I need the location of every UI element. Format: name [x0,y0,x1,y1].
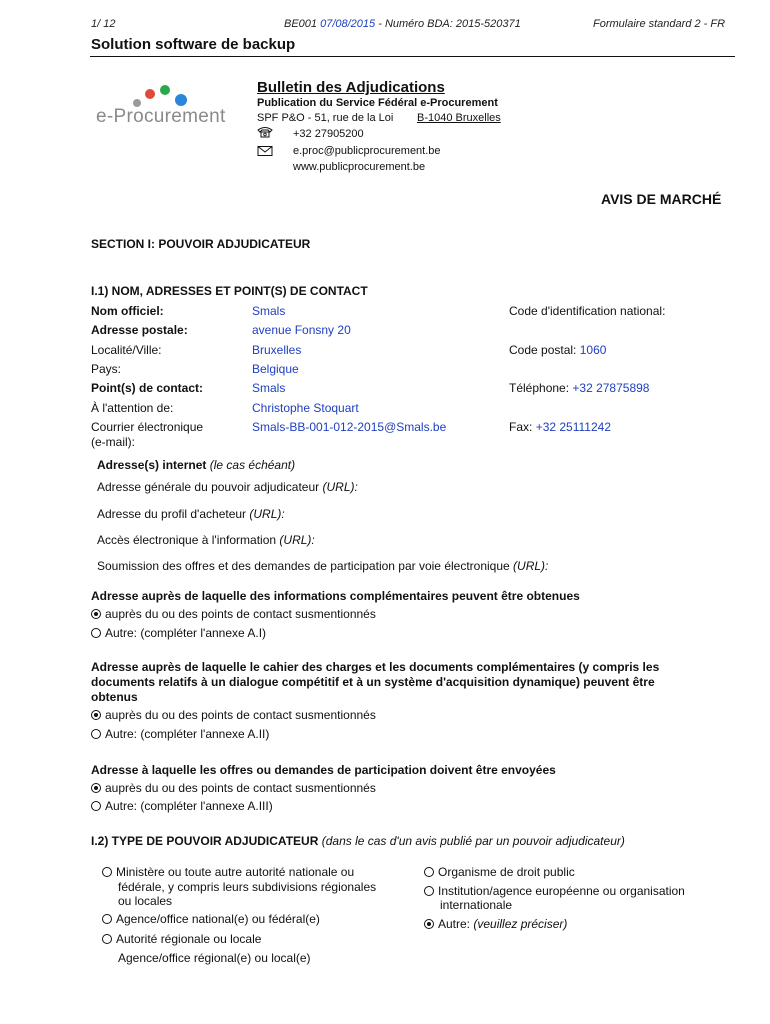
ref-code: BE001 [284,18,318,30]
block2-title-line2: documents relatifs à un dialogue compétitif et à un système d'acquisition dynamique) peuvent être [91,675,655,689]
i2-ministere-line3: ou locales [118,894,173,908]
radio-selected-icon[interactable] [91,609,101,619]
i2-ministere-line1: Ministère ou toute autre autorité nationale ou [116,865,355,879]
radio-empty-icon[interactable] [91,729,101,739]
i2-agence-nationale-label: Agence/office national(e) ou fédéral(e) [116,912,320,926]
telephone [509,381,649,395]
localite-label: Localité/Ville: [91,343,162,357]
internet-general-url: (URL): [322,480,358,494]
block2-option-other-label: Autre: (compléter l'annexe A.II) [105,727,270,741]
internet-profil-label: Adresse du profil d'acheteur [97,507,247,521]
pays-label: Pays: [91,362,122,376]
code-postal-value: 1060 [579,343,607,357]
block3-option-other-label: Autre: (compléter l'annexe A.III) [105,799,273,813]
i2-option-ministere[interactable] [102,865,354,879]
block2-title-line3: obtenus [91,690,138,704]
point-contact-label: Point(s) de contact: [91,381,204,395]
i2-agence-regionale-label: Agence/office régional(e) ou local(e) [118,951,311,965]
block2-option-other[interactable] [91,727,269,741]
internet-profil-url: (URL): [249,507,285,521]
bulletin-phone: +32 27905200 [293,128,364,140]
bda-number: - Numéro BDA: 2015-520371 [378,18,521,30]
i2-organisme-label: Organisme de droit public [438,865,575,879]
notice-type: AVIS DE MARCHÉ [601,191,722,207]
fax-value: +32 25111242 [535,420,611,434]
bulletin-website[interactable]: www.publicprocurement.be [293,161,426,173]
internet-profil [97,507,285,521]
internet-general [97,480,358,494]
internet-acces-label: Accès électronique à l'information [97,533,277,547]
i2-heading [91,834,625,848]
i2-option-autorite-regionale[interactable] [102,932,261,946]
block1-option-contact-label: auprès du ou des points de contact susmentionnés [105,607,376,621]
adresse-label: Adresse postale: [91,323,188,337]
logo-text: e-Procurement [96,106,226,127]
internet-acces [97,533,315,547]
telephone-icon [257,126,273,138]
attention-value: Christophe Stoquart [252,401,359,415]
telephone-value: +32 27875898 [572,381,650,395]
point-contact-value: Smals [252,381,286,395]
block1-option-other[interactable] [91,626,266,640]
localite-value: Bruxelles [252,343,302,357]
logo-dot-green-icon [160,85,170,95]
bulletin-city: B-1040 Bruxelles [417,112,501,124]
header-reference [284,18,521,30]
document-title: Solution software de backup [91,36,296,53]
logo-dot-red-icon [145,89,155,99]
i2-option-organisme[interactable] [424,865,575,879]
internet-title: Adresse(s) internet [97,458,207,472]
block2-title-line1: Adresse auprès de laquelle le cahier des charges et les documents complémentaires (y compris les [91,660,660,674]
i2-ministere-line2: fédérale, y compris leurs subdivisions régionales [118,880,377,894]
attention-label: À l'attention de: [91,401,174,415]
i2-institution-line1: Institution/agence européenne ou organisation [438,884,685,898]
code-id-label: Code d'identification national: [509,304,666,318]
page-number: 1/ 12 [91,18,116,30]
i2-option-institution[interactable] [424,884,685,898]
i2-note: (dans le cas d'un avis publié par un pouvoir adjudicateur) [321,834,625,848]
publication-date: 07/08/2015 [320,18,376,30]
radio-empty-icon[interactable] [424,886,434,896]
internet-soumission-url: (URL): [513,559,549,573]
radio-selected-icon[interactable] [91,710,101,720]
i1-title: I.1) NOM, ADRESSES ET POINT(S) DE CONTACT [91,284,368,298]
i2-title: I.2) TYPE DE POUVOIR ADJUDICATEUR [91,834,319,848]
i2-option-autre[interactable] [424,917,567,931]
logo-dot-blue-icon [175,94,187,106]
radio-selected-icon[interactable] [424,919,434,929]
i2-autre-note: (veuillez préciser) [473,917,568,931]
block1-option-contact[interactable] [91,607,376,621]
block1-option-other-label: Autre: (compléter l'annexe A.I) [105,626,267,640]
bulletin-title: Bulletin des Adjudications [257,79,445,96]
radio-empty-icon[interactable] [91,801,101,811]
bulletin-email[interactable]: e.proc@publicprocurement.be [293,145,441,157]
i2-option-agence-nationale[interactable] [102,912,320,926]
internet-acces-url: (URL): [279,533,315,547]
block1-title: Adresse auprès de laquelle des informations complémentaires peuvent être obtenues [91,589,580,603]
code-postal [509,343,606,357]
radio-empty-icon[interactable] [91,628,101,638]
nom-label: Nom officiel: [91,304,164,318]
block3-title: Adresse à laquelle les offres ou demandes de participation doivent être envoyées [91,763,556,777]
courrier-label-line2: (e-mail): [91,435,135,449]
internet-general-label: Adresse générale du pouvoir adjudicateur [97,480,320,494]
pays-value: Belgique [252,362,299,376]
bulletin-address: SPF P&O - 51, rue de la Loi [257,112,394,124]
block3-option-contact-label: auprès du ou des points de contact susmentionnés [105,781,376,795]
nom-value: Smals [252,304,286,318]
telephone-label: Téléphone: [509,381,570,395]
code-postal-label: Code postal: [509,343,577,357]
internet-heading [97,458,295,472]
i2-autorite-regionale-label: Autorité régionale ou locale [116,932,262,946]
section-1-title: SECTION I: POUVOIR ADJUDICATEUR [91,237,311,251]
radio-empty-icon[interactable] [102,934,112,944]
form-type: Formulaire standard 2 - FR [593,18,726,30]
radio-empty-icon[interactable] [102,867,112,877]
internet-soumission [97,559,548,573]
block3-option-contact[interactable] [91,781,376,795]
radio-selected-icon[interactable] [91,783,101,793]
i2-autre-label: Autre: [438,917,471,931]
block2-option-contact[interactable] [91,708,376,722]
internet-soumission-label: Soumission des offres et des demandes de participation par voie électronique [97,559,510,573]
radio-empty-icon[interactable] [424,867,434,877]
i2-institution-line2: internationale [440,898,513,912]
fax [509,420,611,434]
radio-empty-icon[interactable] [102,914,112,924]
courrier-label-line1: Courrier électronique [91,420,204,434]
courrier-value[interactable]: Smals-BB-001-012-2015@Smals.be [252,420,447,434]
fax-label: Fax: [509,420,533,434]
bulletin-subtitle: Publication du Service Fédéral e-Procurement [257,97,498,109]
block2-option-contact-label: auprès du ou des points de contact susmentionnés [105,708,376,722]
internet-note: (le cas échéant) [209,458,296,472]
envelope-icon [257,145,273,157]
adresse-value: avenue Fonsny 20 [252,323,351,337]
block3-option-other[interactable] [91,799,273,813]
